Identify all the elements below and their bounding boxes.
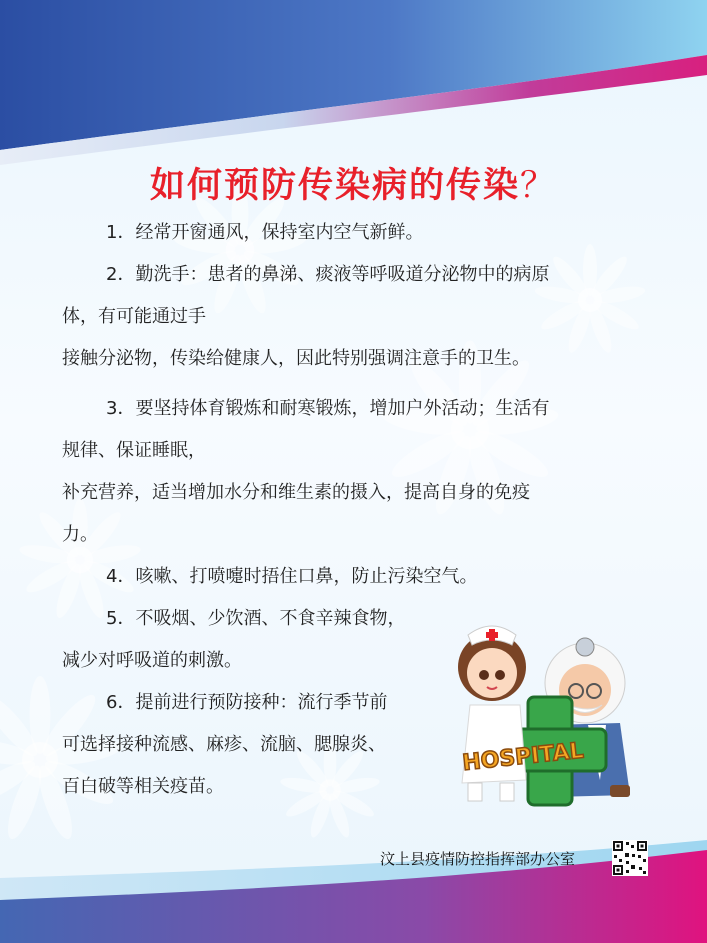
- qr-code-icon: [612, 840, 648, 876]
- tip-6-line-3: 百白破等相关疫苗。: [62, 776, 224, 797]
- hospital-illustration: [440, 605, 645, 815]
- tip-5-line-1: 5．不吸烟、少饮酒、不食辛辣食物，: [106, 608, 406, 629]
- title-text: 如何预防传染病的传染: [149, 166, 520, 206]
- tip-3-line-1: 3．要坚持体育锻炼和耐寒锻炼，增加户外活动；生活有: [106, 398, 550, 419]
- tip-3-line-3: 补充营养，适当增加水分和维生素的摄入，提高自身的免疫: [62, 482, 530, 503]
- tip-3-line-2: 规律、保证睡眠，: [62, 440, 206, 461]
- tip-6-line-1: 6．提前进行预防接种：流行季节前: [106, 692, 388, 713]
- tip-2-line-3: 接触分泌物，传染给健康人，因此特别强调注意手的卫生。: [62, 348, 530, 369]
- footer-organization: 汶上县疫情防控指挥部办公室: [380, 850, 576, 868]
- tip-6-line-2: 可选择接种流感、麻疹、流脑、腮腺炎、: [62, 734, 386, 755]
- title-question-mark: ？: [520, 166, 558, 206]
- hospital-lettering: HOSPITAL: [461, 738, 585, 777]
- tip-1: 1．经常开窗通风，保持室内空气新鲜。: [106, 222, 424, 243]
- tip-3-line-4: 力。: [62, 524, 98, 545]
- tip-2-line-2: 体，有可能通过手: [62, 306, 206, 327]
- tip-4: 4．咳嗽、打喷嚏时捂住口鼻，防止污染空气。: [106, 566, 478, 587]
- poster-title: [0, 158, 707, 208]
- tip-2-line-1: 2．勤洗手：患者的鼻涕、痰液等呼吸道分泌物中的病原: [106, 264, 550, 285]
- tip-5-line-2: 减少对呼吸道的刺激。: [62, 650, 242, 671]
